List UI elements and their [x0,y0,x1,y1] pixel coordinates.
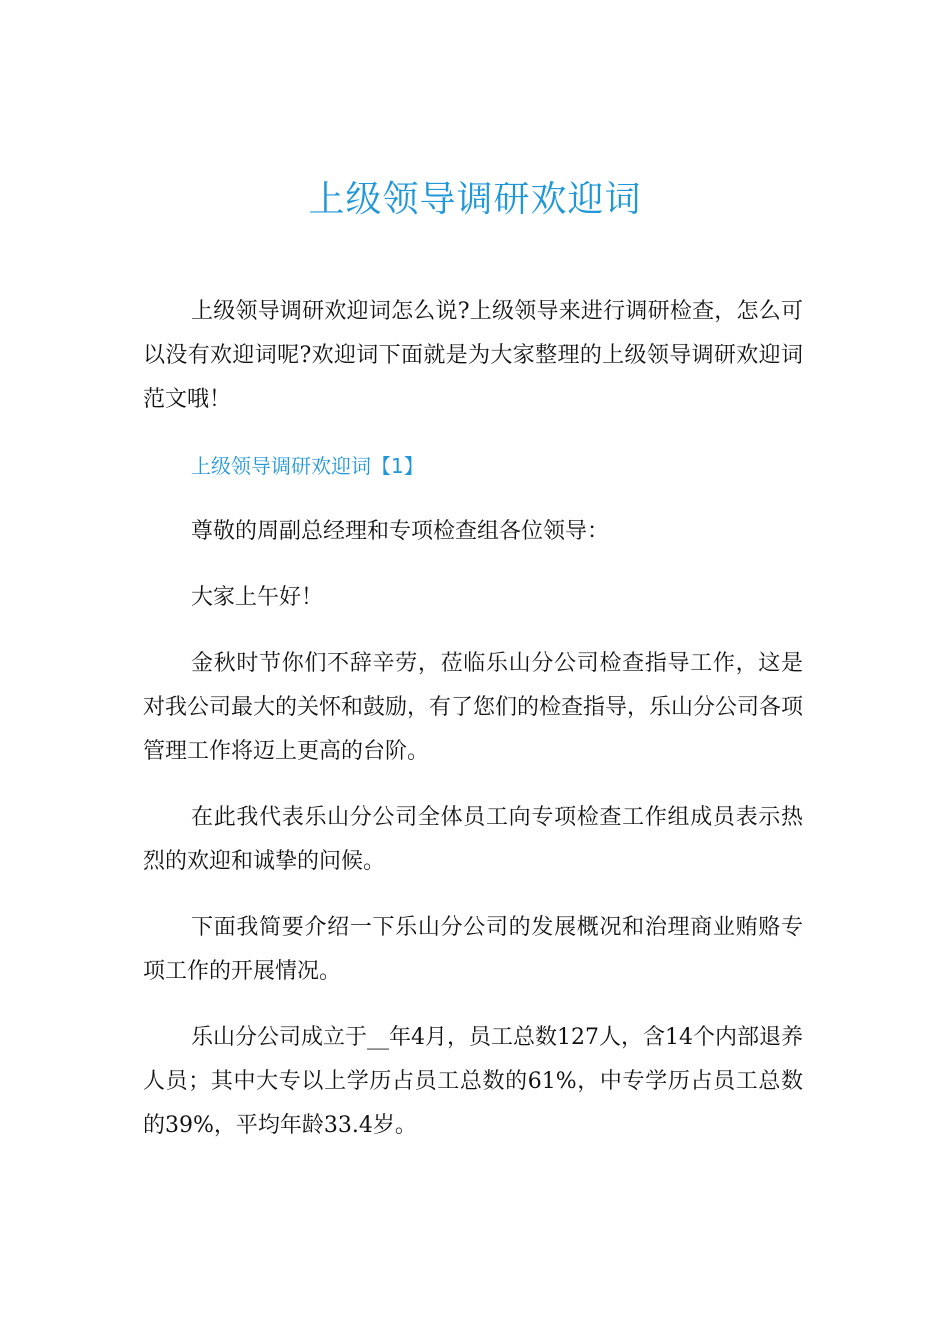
greeting-paragraph: 大家上午好！ [191,585,324,610]
overview-intro-paragraph: 下面我简要介绍一下乐山分公司的发展概况和治理商业贿赂专项工作的开展情况。 [143,915,803,984]
document-title: 上级领导调研欢迎词 [308,179,642,220]
intro-paragraph: 上级领导调研欢迎词怎么说?上级领导来进行调研检查，怎么可以没有欢迎词呢?欢迎词下面就是为大家整理的上级领导调研欢迎词范文哦！ [143,299,803,412]
company-facts-paragraph: 乐山分公司成立于__年4月，员工总数127人，含14个内部退养人员；其中大专以上学历占员工总数的61%，中专学历占员工总数的39%，平均年龄33.4岁。 [143,1025,803,1138]
section-heading: 上级领导调研欢迎词【1】 [191,454,424,478]
representation-paragraph: 在此我代表乐山分公司全体员工向专项检查工作组成员表示热烈的欢迎和诚挚的问候。 [143,805,803,874]
document-body [143,290,803,1170]
welcome-paragraph: 金秋时节你们不辞辛劳，莅临乐山分公司检查指导工作，这是对我公司最大的关怀和鼓励，有了您们的检查指导，乐山分公司各项管理工作将迈上更高的台阶。 [143,651,804,764]
salutation-paragraph: 尊敬的周副总经理和专项检查组各位领导： [191,519,610,544]
